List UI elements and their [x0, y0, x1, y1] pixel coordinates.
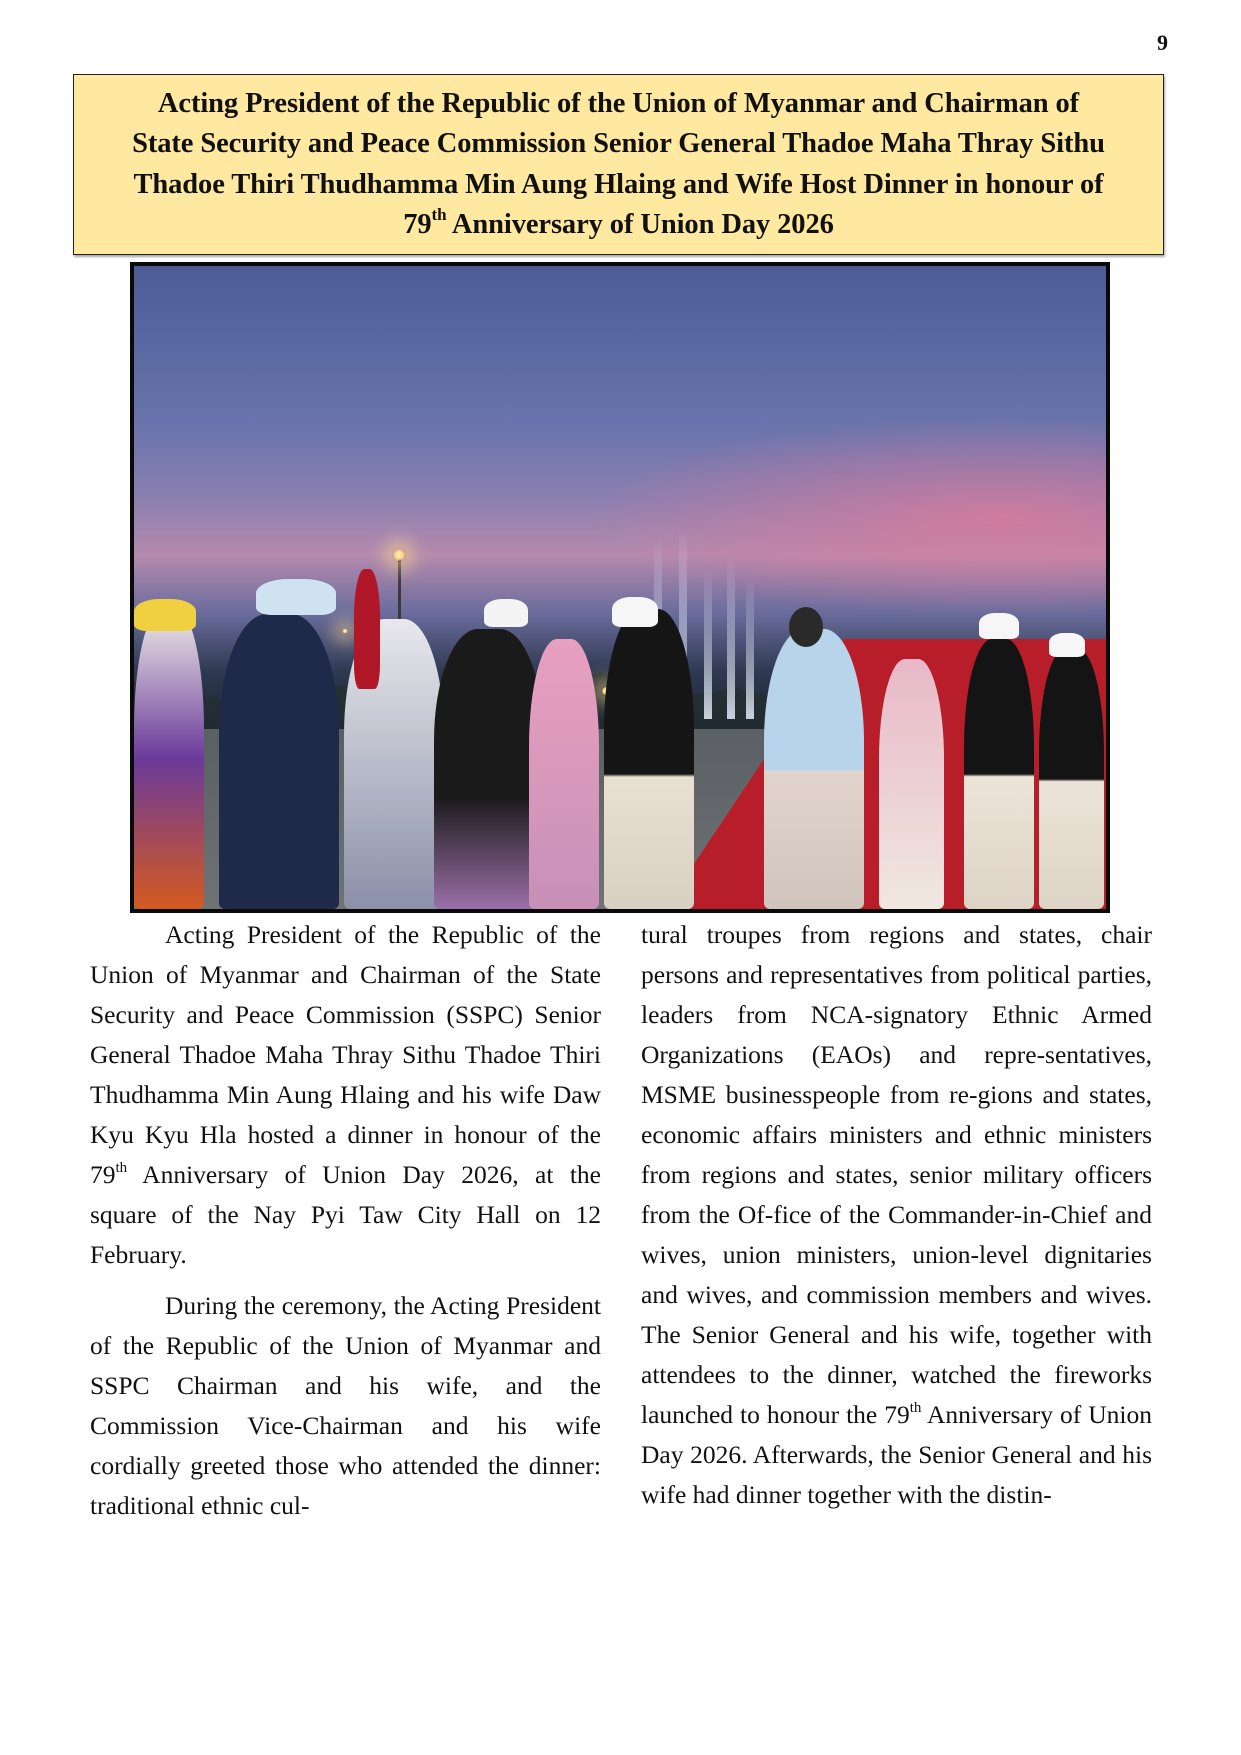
guest-figure — [434, 629, 544, 909]
guest-headwear — [1049, 633, 1085, 657]
paragraph-text: tural troupes from regions and states, chair persons and representatives from political parties, leaders from NCA-signatory Ethnic Armed Organizations (EAOs) and repre-sentatives, MSME businesspeople from re-gions and states, economic affairs ministers and ethnic ministers from regions and states, senior military officers from the Of-fice of the Commander-in-Chief and wives, union ministers, union-level dignitaries and wives, and commission members and wives. The Senior General and his wife, together with attendees to the dinner, watched the fireworks launched to honour the 79 — [641, 920, 1152, 1429]
guest-figure — [879, 659, 944, 909]
guest-headwear — [256, 579, 336, 615]
article-paragraph-1 — [90, 915, 601, 1275]
headline-line-1: Acting President of the Republic of the Union of Myanmar and Chairman of — [157, 87, 1080, 119]
guest-headwear — [354, 569, 380, 689]
guest-headwear — [979, 613, 1019, 639]
guest-figure — [219, 614, 339, 909]
guest-figure — [529, 639, 599, 909]
guest-headwear — [134, 599, 196, 631]
ordinal-suffix: th — [909, 1399, 922, 1416]
guest-figure — [964, 639, 1034, 909]
guest-headwear — [484, 599, 528, 627]
ordinal-suffix: th — [115, 1159, 128, 1176]
crowd — [134, 549, 1106, 909]
headline-box — [73, 74, 1164, 255]
headline — [126, 84, 1111, 246]
host-figure — [604, 609, 694, 909]
host-wife-figure — [764, 629, 864, 909]
headline-ordinal-suffix: th — [431, 204, 447, 224]
paragraph-text: Acting President of the Republic of the Union of Myanmar and Chairman of the State Security and Peace Commission (SSPC) Senior General Thadoe Maha Thray Sithu Thadoe Thiri Thudhamma Min Aung Hlaing and his wife Daw Kyu Kyu Hla hosted a dinner in honour of the 79 — [90, 920, 601, 1189]
headline-line-4-text: Anniversary of Union Day 2026 — [446, 209, 834, 240]
host-headwear — [612, 597, 658, 627]
headline-line-2: State Security and Peace Commission Senior General Thadoe Maha Thray Sithu — [132, 128, 1105, 159]
event-photo — [130, 262, 1110, 913]
headline-ordinal: 79 — [403, 209, 432, 240]
article-column-right — [641, 915, 1152, 1515]
headline-line-4 — [132, 205, 1105, 246]
guest-head — [789, 607, 823, 647]
paragraph-text: Anniversary of Union Day 2026. Afterwards, the Senior General and his wife had dinner together with the distin- — [641, 1400, 1152, 1509]
guest-figure — [134, 609, 204, 909]
paragraph-text: Anniversary of Union Day 2026, at the square of the Nay Pyi Taw City Hall on 12 February. — [90, 1160, 601, 1269]
article-paragraph-2: During the ceremony, the Acting President of the Republic of the Union of Myanmar and SSPC Chairman and his wife, and the Commission Vice-Chairman and his wife cordially greeted those who attended the dinner: traditional ethnic cul- — [90, 1291, 601, 1520]
article-paragraph-3 — [641, 915, 1152, 1515]
page-number: 9 — [1157, 30, 1168, 55]
guest-figure — [1039, 649, 1104, 909]
headline-line-3: Thadoe Thiri Thudhamma Min Aung Hlaing and Wife Host Dinner in honour of — [133, 168, 1104, 200]
article-column-left — [90, 915, 601, 1526]
